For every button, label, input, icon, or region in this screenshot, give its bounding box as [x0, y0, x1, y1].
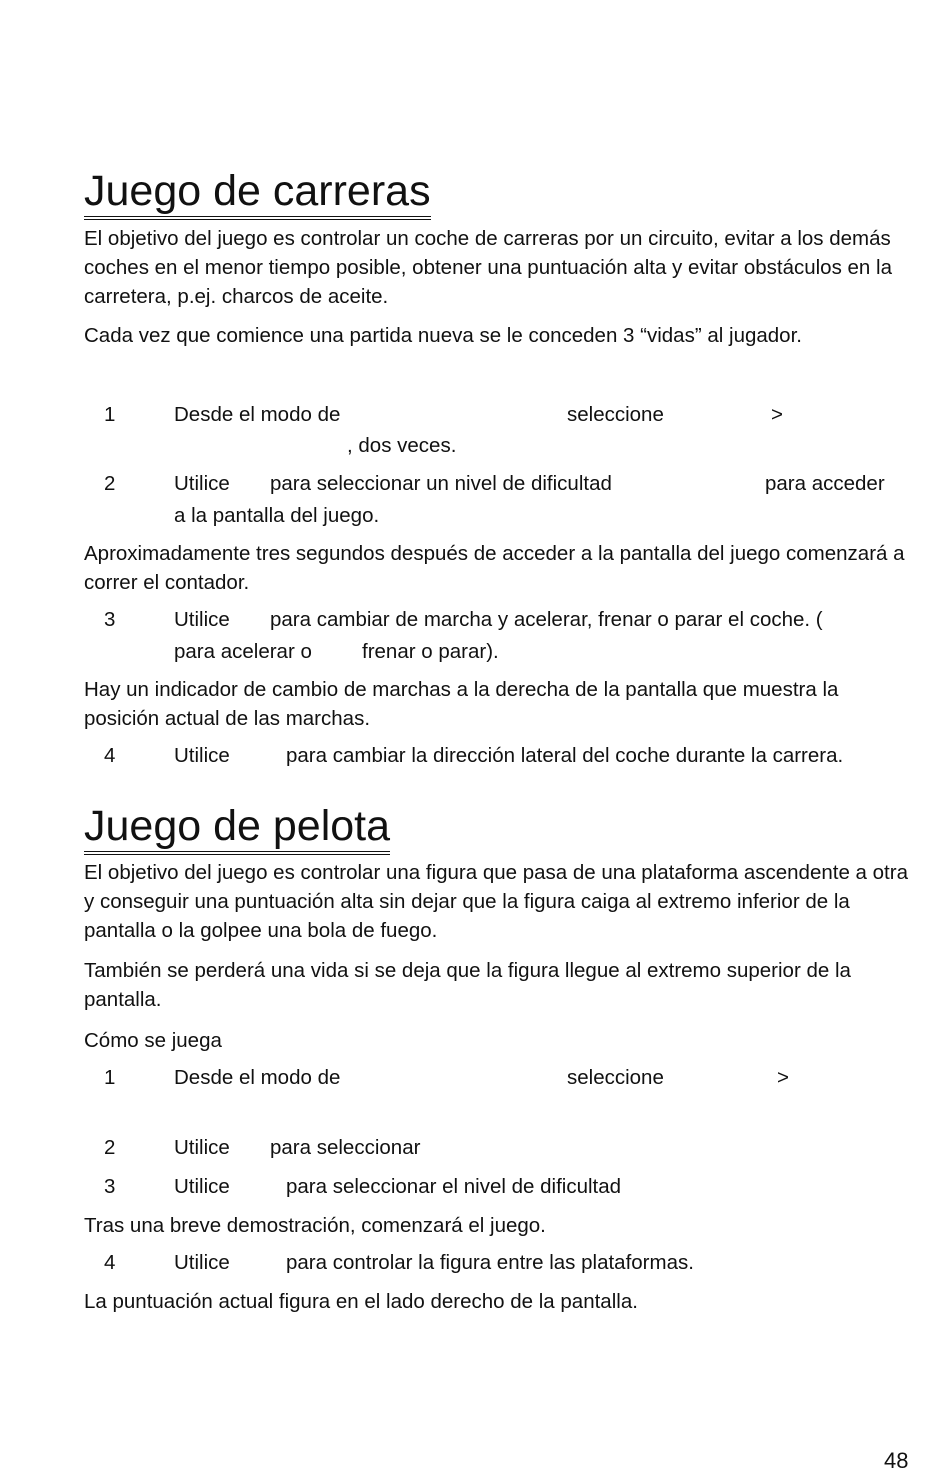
- step-text: Utilice: [174, 472, 230, 495]
- step-text: frenar o parar).: [362, 640, 499, 663]
- step-text: >: [771, 403, 783, 426]
- step-number: 2: [104, 1136, 116, 1159]
- ball-demo-note: Tras una breve demostración, comenzará el juego.: [84, 1214, 546, 1237]
- step-number: 1: [104, 1066, 116, 1089]
- step-text: Utilice: [174, 1136, 230, 1159]
- step-text: para cambiar la dirección lateral del coche durante la carrera.: [286, 744, 844, 767]
- step-text: Desde el modo de: [174, 1066, 341, 1089]
- how-to-play-label: Cómo se juega: [84, 1029, 222, 1052]
- step-text: para acceder: [765, 472, 885, 495]
- step-text: para controlar la figura entre las plataformas.: [286, 1251, 694, 1274]
- step-number: 3: [104, 608, 116, 631]
- step-text: para seleccionar el nivel de dificultad: [286, 1175, 622, 1198]
- racing-game-heading: Juego de carreras: [84, 168, 431, 220]
- step-text: seleccione: [567, 403, 664, 426]
- page-number: 48: [884, 1448, 909, 1473]
- step-text: Utilice: [174, 1175, 230, 1198]
- step-text: Utilice: [174, 608, 230, 631]
- step-text: Utilice: [174, 1251, 230, 1274]
- ball-intro-paragraph: El objetivo del juego es controlar una figura que pasa de una plataforma ascendente a otra y conseguir una puntuación alta sin dejar que la figura caiga al extremo inferior de la pantalla o la golpee una bola de fuego.: [84, 861, 908, 942]
- ball-lives-paragraph: También se perderá una vida si se deja que la figura llegue al extremo superior de la pantalla.: [84, 959, 851, 1011]
- step-text: , dos veces.: [347, 434, 457, 457]
- step-text: seleccione: [567, 1066, 664, 1089]
- step-number: 1: [104, 403, 116, 426]
- step-text: Utilice: [174, 744, 230, 767]
- ball-score-note: La puntuación actual figura en el lado derecho de la pantalla.: [84, 1290, 638, 1313]
- step-number: 4: [104, 744, 116, 767]
- racing-lives-paragraph: Cada vez que comience una partida nueva se le conceden 3 “vidas” al jugador.: [84, 324, 802, 347]
- step-text: para seleccionar un nivel de dificultad: [270, 472, 612, 495]
- step-number: 2: [104, 472, 116, 495]
- step-text: para cambiar de marcha y acelerar, frenar o parar el coche. (: [270, 608, 823, 631]
- ball-game-heading: Juego de pelota: [84, 803, 390, 855]
- step-text: para acelerar o: [174, 640, 312, 663]
- step-text: Desde el modo de: [174, 403, 341, 426]
- racing-intro-paragraph: El objetivo del juego es controlar un coche de carreras por un circuito, evitar a los demás coches en el menor tiempo posible, obtener una puntuación alta y evitar obstáculos en la carretera, p.ej. charcos de aceite.: [84, 227, 892, 308]
- step-number: 3: [104, 1175, 116, 1198]
- racing-gear-note: Hay un indicador de cambio de marchas a la derecha de la pantalla que muestra la posición actual de las marchas.: [84, 678, 839, 730]
- step-text: a la pantalla del juego.: [174, 504, 380, 527]
- step-number: 4: [104, 1251, 116, 1274]
- step-text: para seleccionar: [270, 1136, 421, 1159]
- step-text: >: [777, 1066, 789, 1089]
- racing-timer-note: Aproximadamente tres segundos después de acceder a la pantalla del juego comenzará a correr el contador.: [84, 542, 905, 594]
